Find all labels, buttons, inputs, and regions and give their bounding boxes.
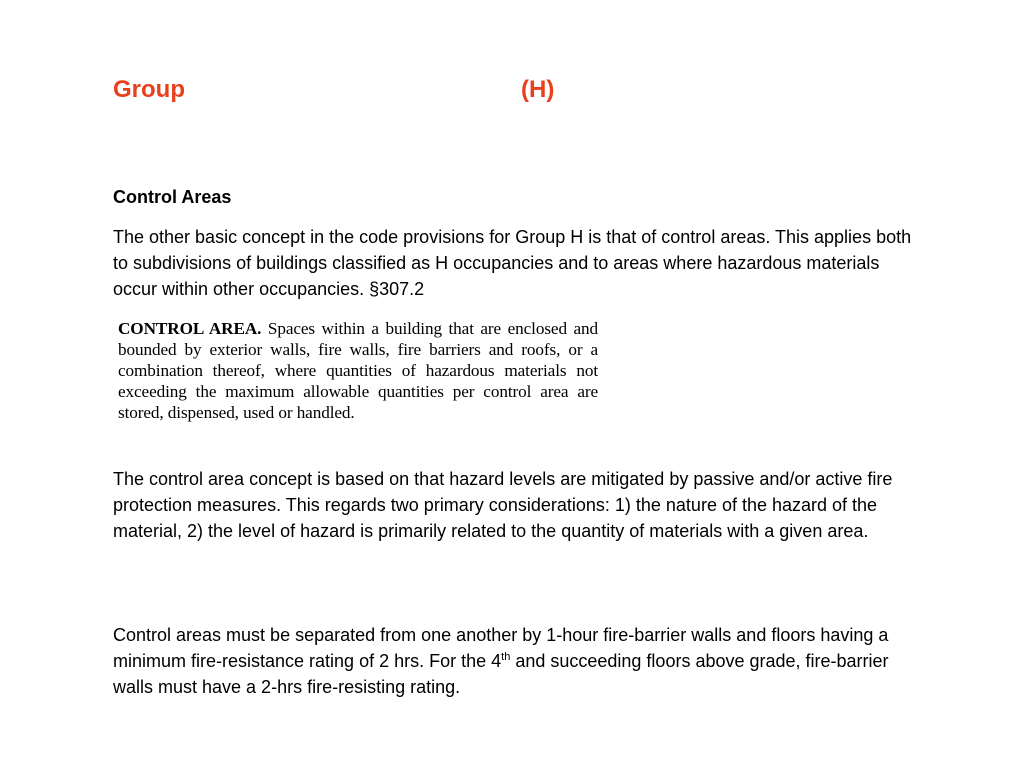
slide-title-h: (H) (521, 76, 555, 103)
paragraph-control-area-concept: The control area concept is based on that hazard levels are mitigated by passive and/or active fire protection measures. This regards two primary considerations: 1) the nature of the hazard of the material, 2) the level of hazard is primarily related to the quantity of materials with a given area. (113, 469, 893, 541)
paragraph-separation-part1: Control areas must be separated from one another by 1-hour fire-barrier walls and floors having a minimum fire-resistance rating of 2 hrs. For the 4 (113, 625, 889, 671)
section-heading: Control Areas (113, 187, 232, 207)
paragraph-separation (113, 622, 913, 700)
definition-term: CONTROL AREA. (118, 319, 262, 338)
paragraph-control-areas-intro: The other basic concept in the code provisions for Group H is that of control areas. This applies both to subdivisions of buildings classified as H occupancies and to areas where hazardous materials occur within other occupancies. §307.2 (113, 227, 912, 299)
paragraph-separation-part2: and succeeding floors above grade, fire-barrier walls must have a 2-hrs fire-resisting rating. (113, 651, 889, 697)
definition-text: Spaces within a building that are enclosed and bounded by exterior walls, fire walls, fire barriers and roofs, or a combination thereof, where quantities of hazardous materials not exceeding the maximum allowable quantities per control area are stored, dispensed, used or handled. (118, 319, 599, 422)
ordinal-superscript: th (501, 651, 511, 663)
slide-title-group: Group (113, 76, 185, 103)
control-area-definition (118, 318, 598, 423)
